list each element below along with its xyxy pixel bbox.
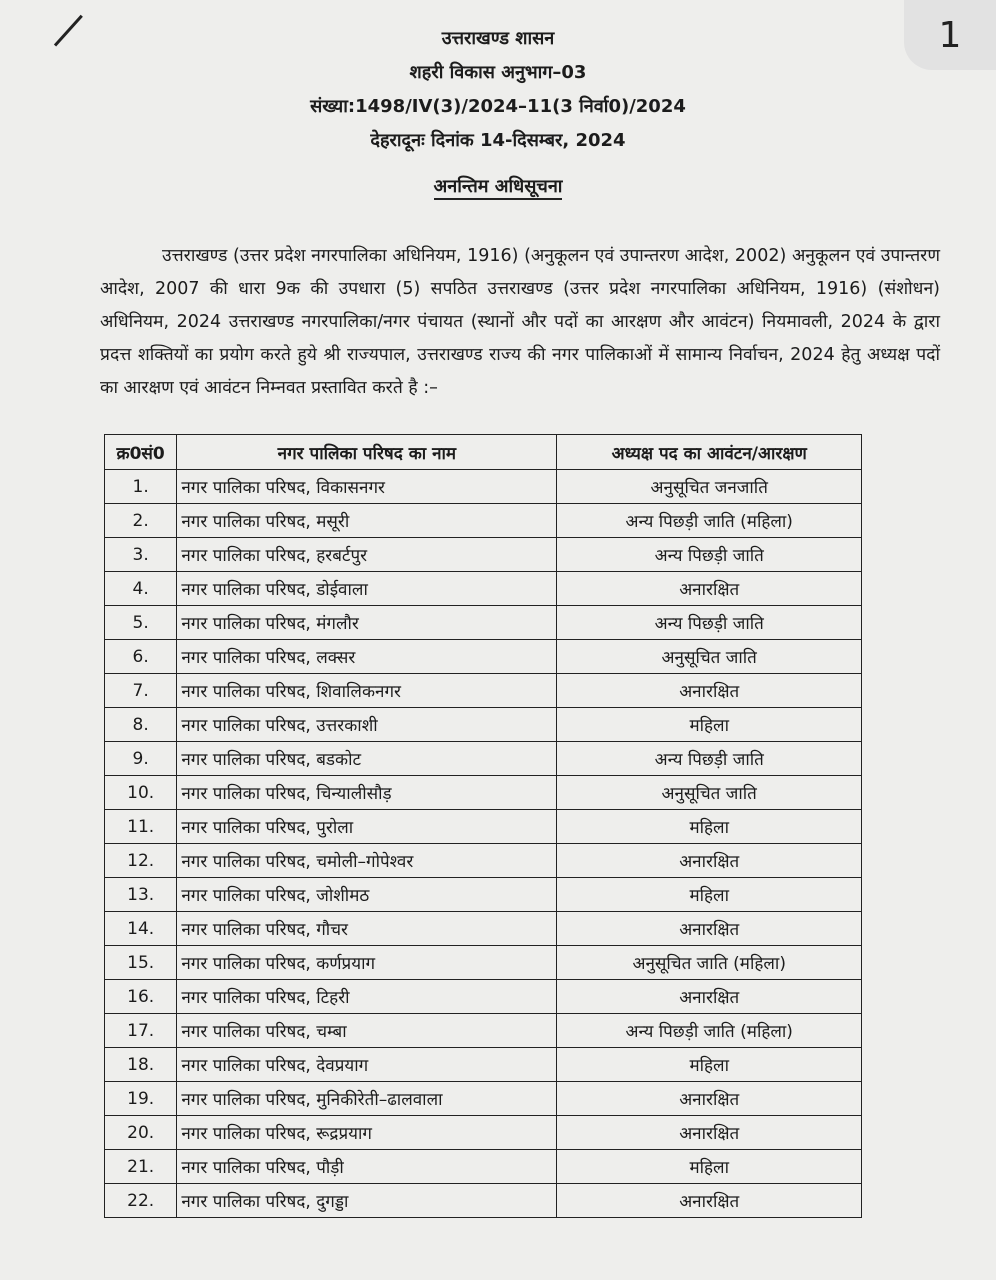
table-row (105, 980, 862, 1014)
council-name-cell: नगर पालिका परिषद, देवप्रयाग (177, 1048, 557, 1082)
page-number-badge: 1 (904, 0, 996, 70)
allocation-cell: अन्य पिछड़ी जाति (महिला) (557, 1014, 862, 1048)
notice-title (0, 174, 996, 198)
allocation-cell: अनारक्षित (557, 1184, 862, 1218)
serial-number-cell: 22. (105, 1184, 177, 1218)
allocation-cell: महिला (557, 878, 862, 912)
serial-number-cell: 8. (105, 708, 177, 742)
council-name-cell: नगर पालिका परिषद, चिन्यालीसौड़ (177, 776, 557, 810)
serial-number-cell: 15. (105, 946, 177, 980)
table-header-row (105, 435, 862, 470)
council-name-cell: नगर पालिका परिषद, चमोली–गोपेश्वर (177, 844, 557, 878)
table-row (105, 1048, 862, 1082)
allocation-cell: अनुसूचित जनजाति (557, 470, 862, 504)
council-name-cell: नगर पालिका परिषद, विकासनगर (177, 470, 557, 504)
council-name-cell: नगर पालिका परिषद, रूद्रप्रयाग (177, 1116, 557, 1150)
table-row (105, 538, 862, 572)
place-date: देहरादूनः दिनांक 14-दिसम्बर, 2024 (370, 130, 626, 151)
allocation-cell: अनारक्षित (557, 1116, 862, 1150)
table-row (105, 1014, 862, 1048)
council-name-cell: नगर पालिका परिषद, पौड़ी (177, 1150, 557, 1184)
serial-number-cell: 12. (105, 844, 177, 878)
allocation-cell: महिला (557, 1150, 862, 1184)
serial-number-cell: 18. (105, 1048, 177, 1082)
table-row (105, 1150, 862, 1184)
council-name-cell: नगर पालिका परिषद, दुगड्डा (177, 1184, 557, 1218)
allocation-cell: अन्य पिछड़ी जाति (557, 606, 862, 640)
council-name-cell: नगर पालिका परिषद, गौचर (177, 912, 557, 946)
notice-title-text: अनन्तिम अधिसूचना (434, 176, 563, 200)
council-name-cell: नगर पालिका परिषद, चम्बा (177, 1014, 557, 1048)
document-header (0, 22, 996, 158)
reservation-table (104, 434, 862, 1218)
allocation-cell: अनारक्षित (557, 912, 862, 946)
serial-number-cell: 21. (105, 1150, 177, 1184)
council-name-cell: नगर पालिका परिषद, मंगलौर (177, 606, 557, 640)
council-name-cell: नगर पालिका परिषद, बडकोट (177, 742, 557, 776)
council-name-cell: नगर पालिका परिषद, कर्णप्रयाग (177, 946, 557, 980)
council-name-cell: नगर पालिका परिषद, डोईवाला (177, 572, 557, 606)
notification-paragraph: उत्तराखण्ड (उत्तर प्रदेश नगरपालिका अधिनियम, 1916) (अनुकूलन एवं उपान्तरण आदेश, 2002) अनुकूलन एवं उपान्तरण आदेश, 2007 की धारा 9क की उपधारा (5) सपठित उत्तराखण्ड (उत्तर प्रदेश नगरपालिका अधिनियम, 1916) (संशोधन) अधिनियम, 2024 उत्तराखण्ड नगरपालिका/नगर पंचायत (स्थानों और पदों का आरक्षण और आवंटन) नियमावली, 2024 के द्वारा प्रदत्त शक्तियों का प्रयोग करते हुये श्री राज्यपाल, उत्तराखण्ड राज्य की नगर पालिकाओं में सामान्य निर्वाचन, 2024 हेतु अध्यक्ष पदों का आरक्षण एवं आवंटन निम्नवत प्रस्तावित करते है :– (100, 245, 940, 398)
serial-number-cell: 17. (105, 1014, 177, 1048)
council-name-cell: नगर पालिका परिषद, हरबर्टपुर (177, 538, 557, 572)
serial-number-cell: 7. (105, 674, 177, 708)
table-row (105, 1082, 862, 1116)
table-row (105, 572, 862, 606)
allocation-cell: अनुसूचित जाति (महिला) (557, 946, 862, 980)
allocation-cell: अनुसूचित जाति (557, 640, 862, 674)
serial-number-cell: 20. (105, 1116, 177, 1150)
table-row (105, 912, 862, 946)
allocation-cell: अन्य पिछड़ी जाति (557, 742, 862, 776)
serial-number-cell: 13. (105, 878, 177, 912)
table-row (105, 946, 862, 980)
serial-number-cell: 10. (105, 776, 177, 810)
serial-number-cell: 14. (105, 912, 177, 946)
allocation-cell: अनारक्षित (557, 674, 862, 708)
header-council-name: नगर पालिका परिषद का नाम (177, 435, 557, 470)
header-allocation: अध्यक्ष पद का आवंटन/आरक्षण (557, 435, 862, 470)
council-name-cell: नगर पालिका परिषद, टिहरी (177, 980, 557, 1014)
table-row (105, 708, 862, 742)
allocation-cell: अनारक्षित (557, 844, 862, 878)
serial-number-cell: 11. (105, 810, 177, 844)
council-name-cell: नगर पालिका परिषद, मसूरी (177, 504, 557, 538)
serial-number-cell: 4. (105, 572, 177, 606)
council-name-cell: नगर पालिका परिषद, जोशीमठ (177, 878, 557, 912)
serial-number-cell: 3. (105, 538, 177, 572)
table-row (105, 674, 862, 708)
council-name-cell: नगर पालिका परिषद, शिवालिकनगर (177, 674, 557, 708)
allocation-cell: महिला (557, 1048, 862, 1082)
section-name: शहरी विकास अनुभाग–03 (409, 62, 587, 83)
table-row (105, 606, 862, 640)
council-name-cell: नगर पालिका परिषद, लक्सर (177, 640, 557, 674)
allocation-cell: अन्य पिछड़ी जाति (महिला) (557, 504, 862, 538)
table-body (105, 470, 862, 1218)
allocation-cell: अनुसूचित जाति (557, 776, 862, 810)
government-name: उत्तराखण्ड शासन (441, 28, 555, 49)
serial-number-cell: 19. (105, 1082, 177, 1116)
serial-number-cell: 6. (105, 640, 177, 674)
table-row (105, 470, 862, 504)
table-row (105, 878, 862, 912)
serial-number-cell: 5. (105, 606, 177, 640)
reference-number: संख्या:1498/IV(3)/2024–11(3 निर्वा0)/2024 (310, 96, 686, 117)
allocation-cell: अनारक्षित (557, 980, 862, 1014)
serial-number-cell: 2. (105, 504, 177, 538)
table-row (105, 1184, 862, 1218)
allocation-cell: महिला (557, 810, 862, 844)
table-row (105, 742, 862, 776)
header-serial: क्र0सं0 (105, 435, 177, 470)
table-row (105, 640, 862, 674)
table-row (105, 776, 862, 810)
table-row (105, 1116, 862, 1150)
serial-number-cell: 9. (105, 742, 177, 776)
allocation-cell: अनारक्षित (557, 1082, 862, 1116)
council-name-cell: नगर पालिका परिषद, उत्तरकाशी (177, 708, 557, 742)
allocation-cell: अनारक्षित (557, 572, 862, 606)
serial-number-cell: 1. (105, 470, 177, 504)
table-row (105, 504, 862, 538)
council-name-cell: नगर पालिका परिषद, पुरोला (177, 810, 557, 844)
table-row (105, 844, 862, 878)
council-name-cell: नगर पालिका परिषद, मुनिकीरेती–ढालवाला (177, 1082, 557, 1116)
table-row (105, 810, 862, 844)
allocation-cell: महिला (557, 708, 862, 742)
allocation-cell: अन्य पिछड़ी जाति (557, 538, 862, 572)
serial-number-cell: 16. (105, 980, 177, 1014)
